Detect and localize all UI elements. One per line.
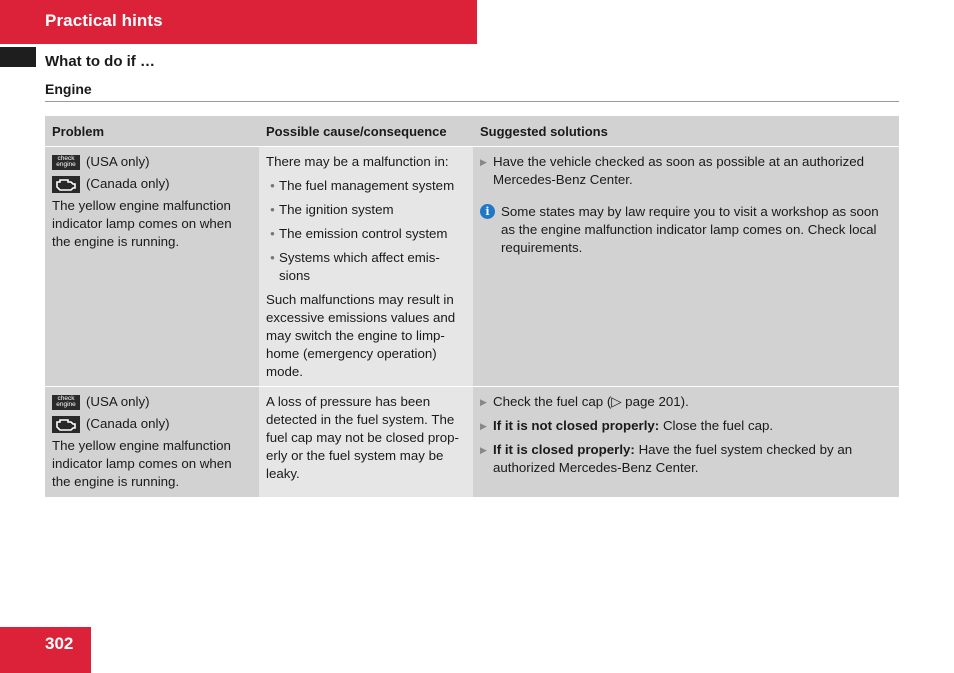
- cause-cell: [259, 147, 473, 386]
- column-header-solutions: Suggested solutions: [473, 116, 899, 146]
- engine-symbol-lamp-icon: [52, 416, 80, 433]
- problem-description: The yellow engine malfunction indicator lamp comes on when the engine is running.: [52, 438, 232, 489]
- list-item: • The emission control system: [270, 226, 448, 241]
- table-header-row: [45, 116, 899, 147]
- cause-outro: Such malfunctions may result in excessive emissions values and may switch the engine to limp-home (emergency operation) mode.: [266, 292, 456, 379]
- list-item: • The fuel management system: [270, 178, 455, 193]
- engine-symbol-lamp-icon: [52, 176, 80, 193]
- usa-only-label: (USA only): [86, 394, 150, 409]
- canada-only-label: (Canada only): [86, 176, 170, 191]
- solution-step: ▶ Have the vehicle checked as soon as possible at an authorized Mercedes-Benz Center.: [480, 154, 865, 187]
- page-number: 302: [45, 634, 74, 653]
- table-row: [45, 387, 899, 498]
- arrow-right-icon: ▶: [480, 157, 487, 167]
- list-item: • The ignition system: [270, 202, 394, 217]
- table-row: [45, 147, 899, 387]
- usa-only-label: (USA only): [86, 154, 150, 169]
- info-icon: i: [480, 204, 495, 219]
- cause-text: A loss of pressure has been detected in the fuel system. The fuel cap may not be closed prop- erly or the fuel system may be leaky.: [266, 394, 459, 481]
- cause-cell: [259, 387, 473, 497]
- subsection-title: Engine: [45, 81, 92, 97]
- arrow-right-icon: ▶: [480, 397, 487, 407]
- solution-step: ▶ Check the fuel cap (▷ page 201).: [480, 394, 689, 409]
- canada-only-label: (Canada only): [86, 416, 170, 431]
- problem-description: The yellow engine malfunction indicator lamp comes on when the engine is running.: [52, 198, 232, 249]
- problem-cell: [45, 387, 259, 497]
- solution-cell: [473, 387, 899, 497]
- solution-step: ▶ If it is not closed properly: Close the fuel cap.: [480, 418, 774, 433]
- check-engine-lamp-icon: check engine: [52, 395, 80, 410]
- solution-step: ▶ If it is closed properly: Have the fuel system checked by an authorized Mercedes-Benz Center.: [480, 442, 853, 475]
- check-engine-lamp-icon: check engine: [52, 155, 80, 170]
- chapter-title: Practical hints: [45, 11, 163, 30]
- info-note: i Some states may by law require you to visit a workshop as soon as the engine malfunction indicator lamp comes on. Check local requirements.: [480, 203, 892, 257]
- arrow-right-icon: ▶: [480, 445, 487, 455]
- problem-cell: [45, 147, 259, 386]
- column-header-problem: Problem: [45, 116, 259, 146]
- troubleshooting-table: [45, 116, 899, 498]
- divider: [45, 101, 899, 102]
- solution-cell: [473, 147, 899, 386]
- list-item: • Systems which affect emis- sions: [270, 250, 440, 283]
- column-header-cause: Possible cause/consequence: [259, 116, 473, 146]
- cause-intro: There may be a malfunction in:: [266, 154, 449, 169]
- arrow-right-icon: ▶: [480, 421, 487, 431]
- chapter-tab-marker: [0, 47, 36, 67]
- section-title: What to do if …: [45, 53, 155, 70]
